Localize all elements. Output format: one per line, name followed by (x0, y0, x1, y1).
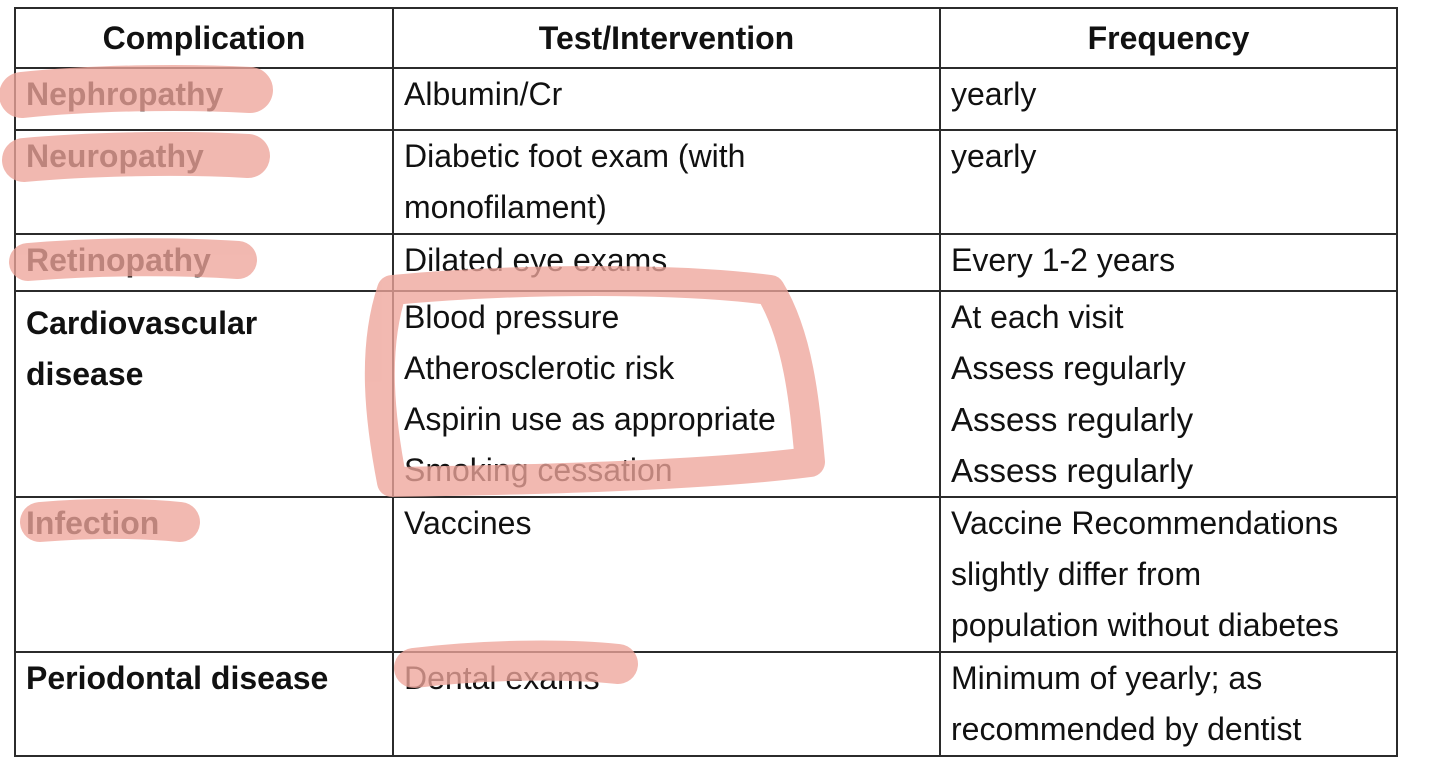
complication-cell (15, 497, 393, 652)
complication-cell (15, 652, 393, 756)
header-test-intervention: Test/Intervention (393, 8, 940, 68)
table-row (15, 68, 1397, 130)
complication-text: Neuropathy (26, 138, 204, 174)
header-row (15, 8, 1397, 68)
complication-cell (15, 130, 393, 234)
frequency-text: recommended by dentist (951, 711, 1302, 747)
frequency-text: Assess regularly (951, 452, 1194, 489)
complication-cell (15, 68, 393, 130)
test-text: Vaccines (404, 505, 532, 541)
test-cell (393, 652, 940, 756)
frequency-cell (940, 652, 1397, 756)
test-text: Blood pressure (404, 299, 620, 335)
table-row (15, 497, 1397, 652)
complication-text: Nephropathy (26, 76, 224, 112)
test-text: monofilament) (404, 189, 607, 225)
frequency-text: yearly (951, 138, 1037, 174)
frequency-text: Minimum of yearly; as (951, 660, 1263, 696)
frequency-cell (940, 130, 1397, 234)
complication-text: Retinopathy (26, 242, 211, 278)
frequency-text: Assess regularly (951, 350, 1186, 386)
test-text: Aspirin use as appropriate (404, 401, 776, 437)
complication-text: Infection (26, 505, 160, 541)
frequency-cell (940, 291, 1397, 497)
header-frequency: Frequency (940, 8, 1397, 68)
frequency-cell (940, 234, 1397, 291)
frequency-text: yearly (951, 76, 1037, 112)
frequency-text: Vaccine Recommendations (951, 505, 1339, 541)
complication-cell (15, 234, 393, 291)
table-row (15, 234, 1397, 291)
test-text: Smoking cessation (404, 452, 673, 488)
frequency-text: Every 1-2 years (951, 242, 1176, 278)
complications-table (14, 7, 1398, 757)
table-row (15, 652, 1397, 756)
frequency-text: At each visit (951, 299, 1124, 335)
test-text: Diabetic foot exam (with (404, 138, 746, 174)
test-text: Albumin/Cr (404, 76, 563, 112)
test-cell (393, 497, 940, 652)
header-complication: Complication (15, 8, 393, 68)
frequency-cell (940, 68, 1397, 130)
complication-cell (15, 291, 393, 497)
complication-text: Periodontal disease (26, 660, 329, 696)
test-text: Dilated eye exams (404, 242, 668, 278)
frequency-text: population without diabetes (951, 607, 1339, 643)
complication-text: disease (26, 356, 144, 392)
frequency-cell (940, 497, 1397, 652)
frequency-text: slightly differ from (951, 556, 1202, 592)
complication-text: Cardiovascular (26, 305, 258, 341)
table-row (15, 291, 1397, 497)
test-cell (393, 234, 940, 291)
test-cell (393, 130, 940, 234)
frequency-text: Assess regularly (951, 401, 1194, 438)
table-row (15, 130, 1397, 234)
test-text: Dental exams (404, 660, 600, 696)
test-text: Atherosclerotic risk (404, 350, 675, 386)
test-cell (393, 68, 940, 130)
test-cell (393, 291, 940, 497)
